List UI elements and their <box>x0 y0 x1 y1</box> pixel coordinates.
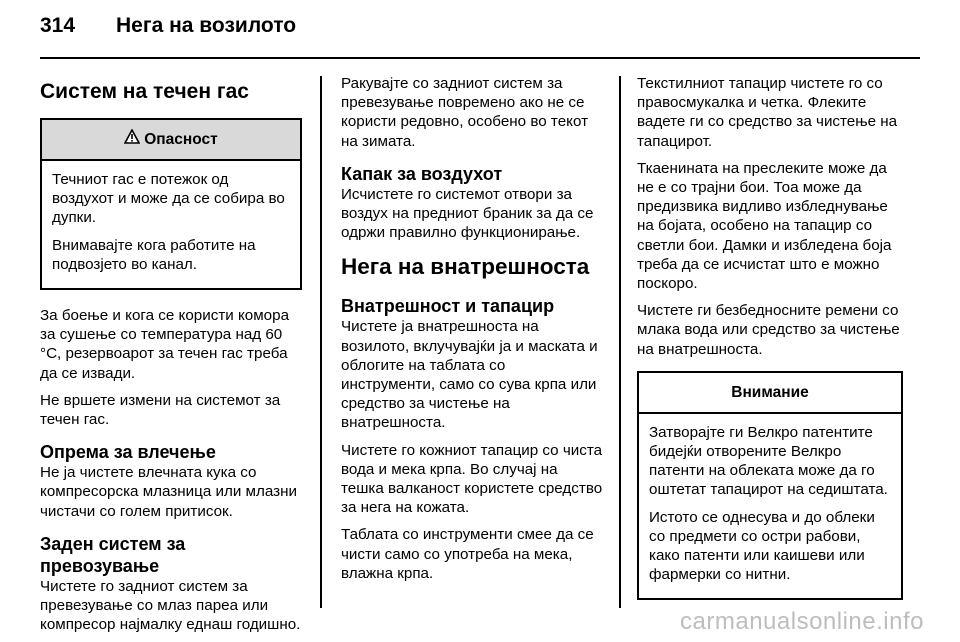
paragraph: Ткаенината на преслеките може да не е со трајни бои. Тоа може да предизвика видливо избледнување на бојата, особено на тапацир со светли бои. Дамки и избледена боја треба да се исчистат што е можно поскоро. <box>637 159 892 293</box>
paragraph: Чистете ги безбедносните ремени со млака вода или средство за чистење на внатрешноста. <box>637 302 900 358</box>
page-title: Нега на возилото <box>116 14 297 37</box>
danger-text: Внимавајте кога работите на подвозјето во канал. <box>52 236 256 273</box>
notice-text: Затворајте ги Велкро патентите бидејќи отворените Велкро патенти на облеката може да го оштетат тапацирот на седиштата. <box>649 423 888 499</box>
watermark: carmanualsonline.info <box>680 608 924 635</box>
subheading: Заден систем за превозување <box>40 533 186 576</box>
page-number: 314 <box>40 14 76 37</box>
paragraph: Не ја чистете влечната кука со компресорска млазница или млазни чистачи со голем притисок. <box>40 464 297 520</box>
paragraph: Таблата со инструменти смее да се чисти само со употреба на мека, влажна крпа. <box>341 526 594 582</box>
notice-box-body <box>639 414 901 599</box>
danger-box-title: Опасност <box>144 130 218 148</box>
paragraph: За боење и кога се користи комора за сушење со температура над 60 °C, резервоарот за течен гас треба да се извади. <box>40 307 290 382</box>
column-divider <box>320 76 322 608</box>
paragraph: Чистете го кожниот тапацир со чиста вода и мека крпа. Во случај на тешка валканост користете средство за нега на кожата. <box>341 441 603 517</box>
danger-box <box>40 118 302 290</box>
paragraph: Текстилниот тапацир чистете го со правосмукалка и четка. Флеките вадете ги со средство за чистење на тапацирот. <box>637 75 898 150</box>
main-heading: Нега на внатрешноста <box>341 254 590 280</box>
notice-box-header: Внимание <box>639 373 901 414</box>
warning-triangle-icon <box>124 129 140 149</box>
paragraph: Чистете го задниот систем за превезување со млаз пареа или компресор најмалку еднаш годишно. <box>40 577 301 634</box>
column-2 <box>341 74 603 591</box>
header-rule <box>40 57 920 59</box>
page-header <box>40 14 296 48</box>
danger-text: Течниот гас е потежок од воздухот и може да се собира во дупки. <box>52 171 285 227</box>
danger-box-body <box>42 161 300 288</box>
column-3 <box>637 74 903 616</box>
column-divider <box>619 76 621 608</box>
notice-text: Истото се однесува и до облеки со предмети со остри рабови, како патенти или каишеви или фармерки со нитни. <box>649 508 875 584</box>
paragraph: Исчистете го системот отвори за воздух на предниот браник за да се одржи правилно функционирање. <box>341 185 594 242</box>
subheading: Внатрешност и тапацир <box>341 296 555 317</box>
section-heading: Систем на течен гас <box>40 80 249 103</box>
paragraph: Не вршете измени на системот за течен гас. <box>40 391 281 429</box>
column-1 <box>40 80 302 642</box>
danger-box-header <box>42 120 300 161</box>
paragraph: Ракувајте со задниот систем за превезување повремено ако не се користи редовно, особено во текот на зимата. <box>341 75 589 150</box>
subheading: Опрема за влечење <box>40 442 216 463</box>
subheading: Капак за воздухот <box>341 163 503 184</box>
notice-box <box>637 371 903 601</box>
paragraph: Чистете ја внатрешноста на возилото, вклучувајќи ја и маската и облогите на таблата со инструменти, само со сува крпа или средство за чистење на внатрешноста. <box>341 318 598 432</box>
